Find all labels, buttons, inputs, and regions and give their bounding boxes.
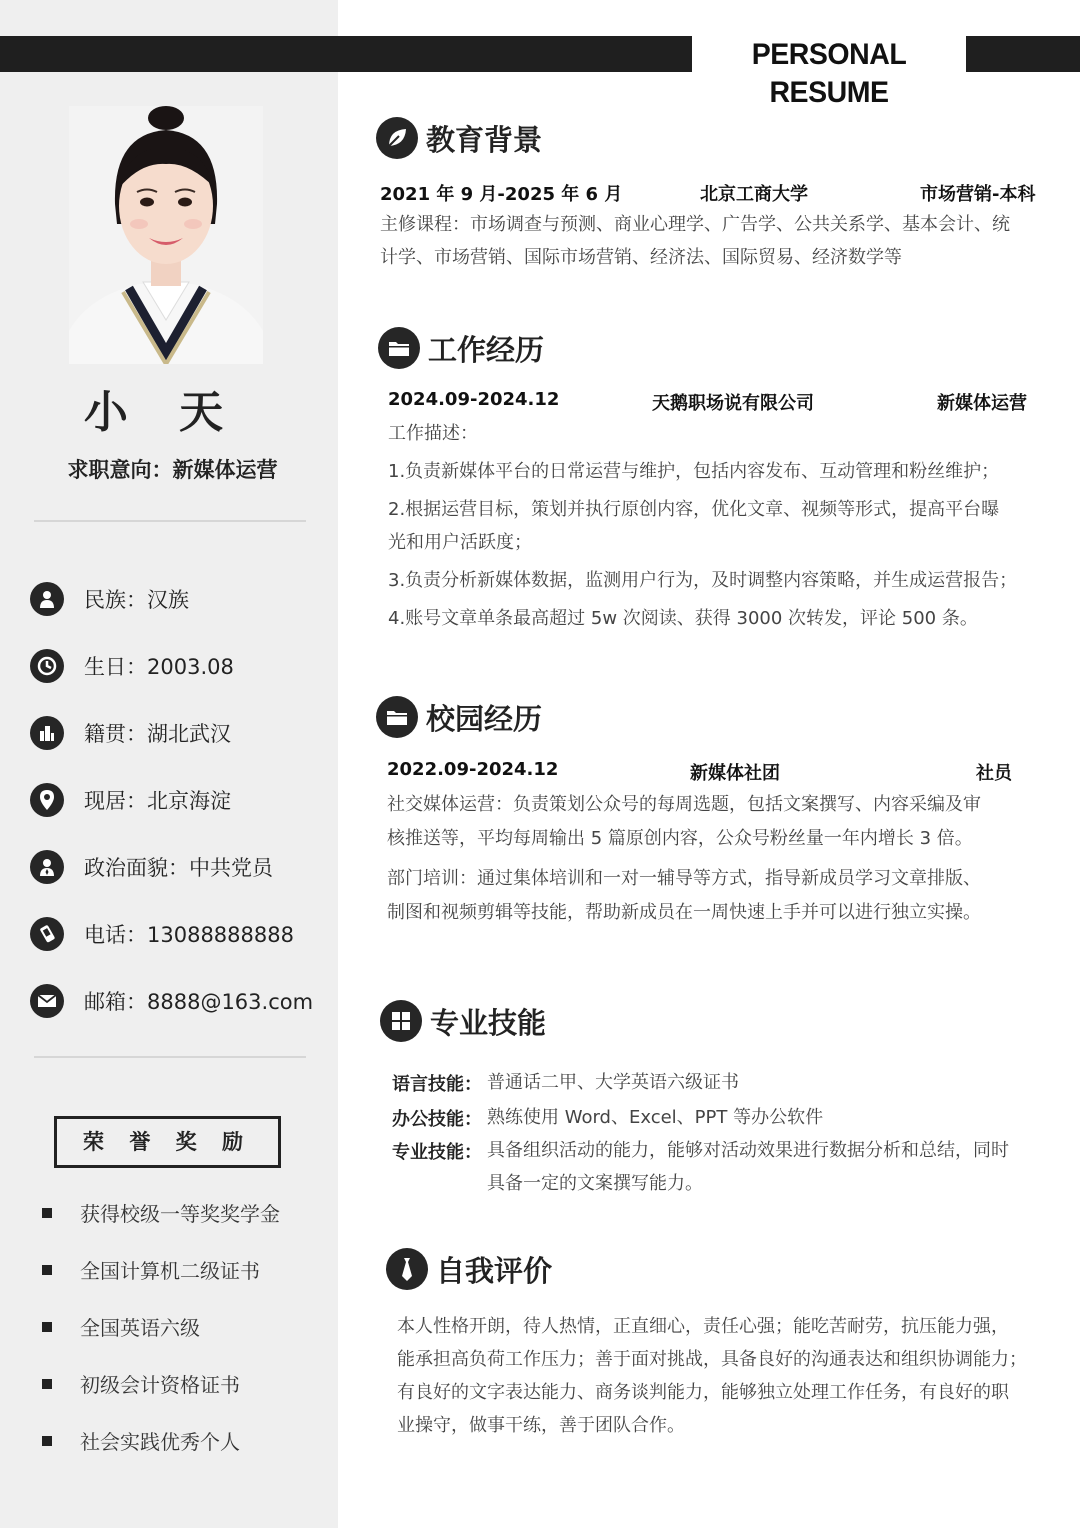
location-pin-icon [30, 783, 64, 817]
candidate-name: 小 天 [83, 387, 242, 438]
windows-icon [380, 1000, 422, 1042]
campus-role: 社员 [976, 763, 1012, 784]
self-eval-text: 能承担高负荷工作压力；善于面对挑战，具备良好的沟通表达和组织协调能力； [397, 1349, 1027, 1370]
header-bar-right [966, 36, 1080, 72]
section-title: 校园经历 [426, 701, 543, 736]
section-title: 教育背景 [426, 122, 543, 157]
info-political-text: 政治面貌：中共党员 [84, 856, 273, 880]
skill-text: 普通话二甲、大学英语六级证书 [487, 1072, 739, 1093]
header-bar-left [0, 36, 692, 72]
campus-section-header [376, 696, 542, 738]
sidebar-divider [34, 520, 306, 522]
sidebar-divider [34, 1056, 306, 1058]
profile-photo [69, 106, 263, 364]
info-residence-text: 现居：北京海淀 [84, 789, 231, 813]
info-email-text: 邮箱：8888@163.com [84, 990, 314, 1014]
tie-icon [386, 1248, 428, 1290]
member-icon [30, 850, 64, 884]
honor-item: 获得校级一等奖奖学金 [42, 1198, 280, 1227]
campus-paragraph: 制图和视频剪辑等技能，帮助新成员在一周快速上手并可以进行独立实操。 [387, 902, 981, 923]
work-section-header [378, 327, 544, 369]
skill-label: 办公技能： [392, 1109, 482, 1130]
info-phone [30, 917, 294, 951]
honor-item: 全国计算机二级证书 [42, 1255, 260, 1284]
skill-text: 具备一定的文案撰写能力。 [487, 1173, 703, 1194]
job-intent: 求职意向：新媒体运营 [67, 458, 278, 482]
birthday-icon [30, 649, 64, 683]
work-date: 2024.09-2024.12 [388, 389, 560, 410]
mail-icon [30, 984, 64, 1018]
honor-item: 社会实践优秀个人 [42, 1426, 240, 1455]
info-political [30, 850, 273, 884]
section-title: 自我评价 [436, 1253, 553, 1288]
square-bullet-icon [42, 1265, 52, 1275]
folder-icon [376, 696, 418, 738]
skill-label: 语言技能： [392, 1074, 482, 1095]
info-birthday-text: 生日：2003.08 [84, 655, 234, 679]
info-email [30, 984, 313, 1018]
section-title: 工作经历 [428, 332, 545, 367]
section-title: 专业技能 [430, 1005, 547, 1040]
work-item: 2.根据运营目标，策划并执行原创内容，优化文章、视频等形式，提高平台曝 [388, 499, 1000, 520]
square-bullet-icon [42, 1208, 52, 1218]
honor-item: 初级会计资格证书 [42, 1369, 240, 1398]
education-section-header [376, 117, 542, 159]
resume-title: PERSONAL RESUME [751, 38, 907, 109]
education-courses: 计学、市场营销、国际市场营销、经济法、国际贸易、经济数学等 [380, 247, 902, 268]
work-role: 新媒体运营 [937, 393, 1027, 414]
info-hometown [30, 716, 231, 750]
education-school: 北京工商大学 [700, 184, 808, 205]
info-ethnicity-text: 民族：汉族 [84, 588, 189, 612]
square-bullet-icon [42, 1436, 52, 1446]
campus-paragraph: 核推送等，平均每周输出 5 篇原创内容，公众号粉丝量一年内增长 3 倍。 [387, 828, 973, 849]
info-ethnicity [30, 582, 189, 616]
campus-paragraph: 社交媒体运营：负责策划公众号的每周选题，包括文案撰写、内容采编及审 [387, 794, 981, 815]
skill-text: 熟练使用 Word、Excel、PPT 等办公软件 [487, 1107, 824, 1128]
education-courses: 主修课程：市场调查与预测、商业心理学、广告学、公共关系学、基本会计、统 [380, 214, 1010, 235]
folder-icon [378, 327, 420, 369]
self-eval-text: 有良好的文字表达能力、商务谈判能力，能够独立处理工作任务，有良好的职 [397, 1382, 1009, 1403]
work-item: 光和用户活跃度； [388, 532, 532, 553]
skill-text: 具备组织活动的能力，能够对活动效果进行数据分析和总结，同时 [487, 1140, 1009, 1161]
education-date: 2021 年 9 月-2025 年 6 月 [380, 184, 623, 205]
building-icon [30, 716, 64, 750]
campus-date: 2022.09-2024.12 [387, 759, 559, 780]
info-residence [30, 783, 231, 817]
self-eval-section-header [386, 1248, 552, 1290]
info-hometown-text: 籍贯：湖北武汉 [84, 722, 231, 746]
work-desc-label: 工作描述： [388, 423, 478, 444]
leaf-icon [376, 117, 418, 159]
self-eval-text: 本人性格开朗，待人热情，正直细心，责任心强；能吃苦耐劳，抗压能力强， [397, 1316, 1009, 1337]
info-phone-text: 电话：13088888888 [84, 923, 294, 947]
work-item: 1.负责新媒体平台的日常运营与维护，包括内容发布、互动管理和粉丝维护； [388, 461, 1000, 482]
info-birthday [30, 649, 234, 683]
skills-section-header [380, 1000, 546, 1042]
square-bullet-icon [42, 1379, 52, 1389]
campus-org: 新媒体社团 [690, 763, 780, 784]
square-bullet-icon [42, 1322, 52, 1332]
work-item: 4.账号文章单条最高超过 5w 次阅读、获得 3000 次转发，评论 500 条。 [388, 608, 978, 629]
work-company: 天鹅职场说有限公司 [652, 393, 814, 414]
skill-label: 专业技能： [392, 1142, 482, 1163]
honor-item: 全国英语六级 [42, 1312, 200, 1341]
self-eval-text: 业操守，做事干练，善于团队合作。 [397, 1415, 685, 1436]
honors-title: 荣 誉 奖 励 [54, 1116, 281, 1168]
campus-paragraph: 部门培训：通过集体培训和一对一辅导等方式，指导新成员学习文章排版、 [387, 868, 981, 889]
work-item: 3.负责分析新媒体数据，监测用户行为，及时调整内容策略，并生成运营报告； [388, 570, 1018, 591]
education-major: 市场营销-本科 [920, 184, 1036, 205]
person-icon [30, 582, 64, 616]
phone-icon [30, 917, 64, 951]
